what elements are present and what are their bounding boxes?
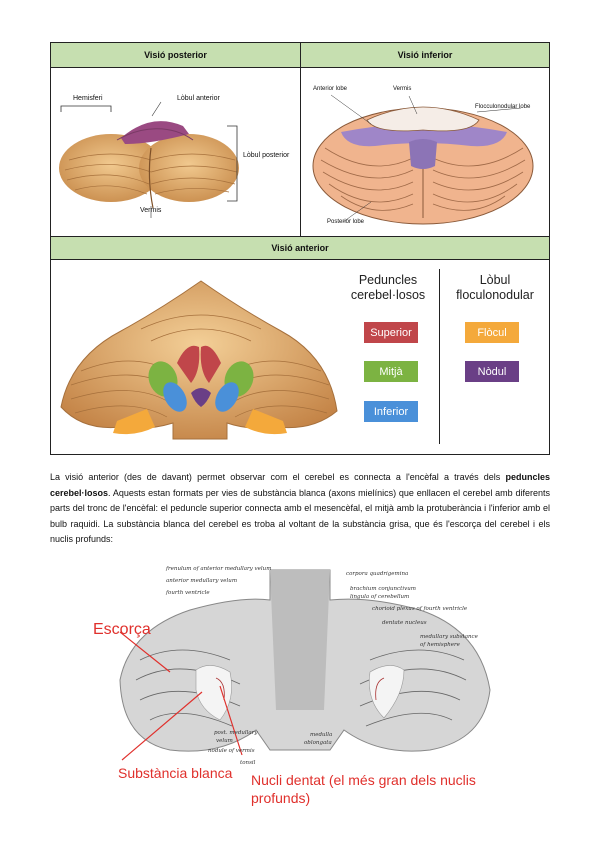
label-vermis-posterior: Vermis xyxy=(140,207,162,214)
label-corpora: corpora quadrigemina xyxy=(346,571,409,577)
legend-peduncles-title-line2: cerebel·losos xyxy=(350,288,426,302)
label-dentate: dentate nucleus xyxy=(382,620,427,626)
label-choroid: chorioid plexus of fourth ventricle xyxy=(372,606,468,612)
label-lobul-posterior: Lòbul posterior xyxy=(243,152,290,159)
header-inferior: Visió inferior xyxy=(301,43,549,68)
label-post-medullary: post. medullary xyxy=(214,730,258,736)
legend-lobul-title xyxy=(439,273,551,303)
legend-peduncles-title-line1: Peduncles xyxy=(358,273,418,287)
anterior-view-image xyxy=(51,261,341,455)
legend-lobul-title-line2: floculonodular xyxy=(456,288,534,302)
legend-peduncles-title xyxy=(328,273,448,303)
label-escorca: Escorça xyxy=(93,621,151,638)
label-lingula: lingula of cerebellum xyxy=(350,594,410,600)
label-fourth-ventricle: fourth ventricle xyxy=(166,590,210,596)
header-anterior: Visió anterior xyxy=(51,236,549,260)
legend-flocul: Flòcul xyxy=(465,322,519,343)
label-velum: velum xyxy=(216,738,233,744)
paragraph-text-1: La visió anterior (des de davant) permet observar com el cerebel es connecta a l'encèfal a través dels xyxy=(50,472,506,482)
figures-table xyxy=(50,42,550,455)
header-posterior: Visió posterior xyxy=(51,43,301,68)
label-nodule: nodule of vermis xyxy=(208,748,255,754)
inferior-view-image xyxy=(301,68,549,236)
legend-lobul-title-line1: Lòbul xyxy=(479,273,511,287)
label-of-hemisphere: of hemisphere xyxy=(420,642,460,648)
legend-mitja: Mitjà xyxy=(364,361,418,382)
legend-superior: Superior xyxy=(364,322,418,343)
label-anterior-lobe: Anterior lobe xyxy=(313,86,348,92)
label-frenulum: frenulum of anterior medullary velum xyxy=(166,566,272,572)
label-medullary-substance: medullary substance xyxy=(420,634,478,640)
label-flocculonodular-lobe: Flocculonodular lobe xyxy=(475,104,531,110)
body-paragraph xyxy=(50,470,550,548)
label-posterior-lobe: Posterior lobe xyxy=(327,219,365,225)
label-hemisferi: Hemisferi xyxy=(73,95,103,102)
label-oblongata: oblongata xyxy=(304,740,332,746)
label-anterior-medullary: anterior medullary velum xyxy=(166,578,238,584)
label-tonsil: tonsil xyxy=(240,760,256,766)
label-brachium: brachium conjunctivum xyxy=(350,586,416,592)
legend-inferior: Inferior xyxy=(364,401,418,422)
paragraph-text-2: . Aquests estan formats per vies de substància blanca (axons mielínics) que enllacen el cerebel amb diferents parts del tronc de l'encèfal: el peduncle superior connecta amb el mesencèfal, el mitjà amb la protuberància i l'inferior amb el bulb raquidi. La substància blanca del cerebel es troba al voltant de la substància grisa, que és l'escorça del cerebel i els nuclis profunds: xyxy=(50,487,550,544)
label-vermis-inferior: Vermis xyxy=(393,86,412,92)
label-lobul-anterior: Lòbul anterior xyxy=(177,95,220,102)
label-substancia-blanca: Substància blanca xyxy=(118,765,233,781)
legend-nodul: Nòdul xyxy=(465,361,519,382)
paragraph-bold-term: peduncles cerebel·losos xyxy=(50,472,550,498)
label-nucli-dentat-line1: Nucli dentat (el més gran dels nuclis xyxy=(251,772,476,788)
label-nucli-dentat-line2: profunds) xyxy=(251,790,311,806)
label-medulla: medulla xyxy=(310,732,333,738)
